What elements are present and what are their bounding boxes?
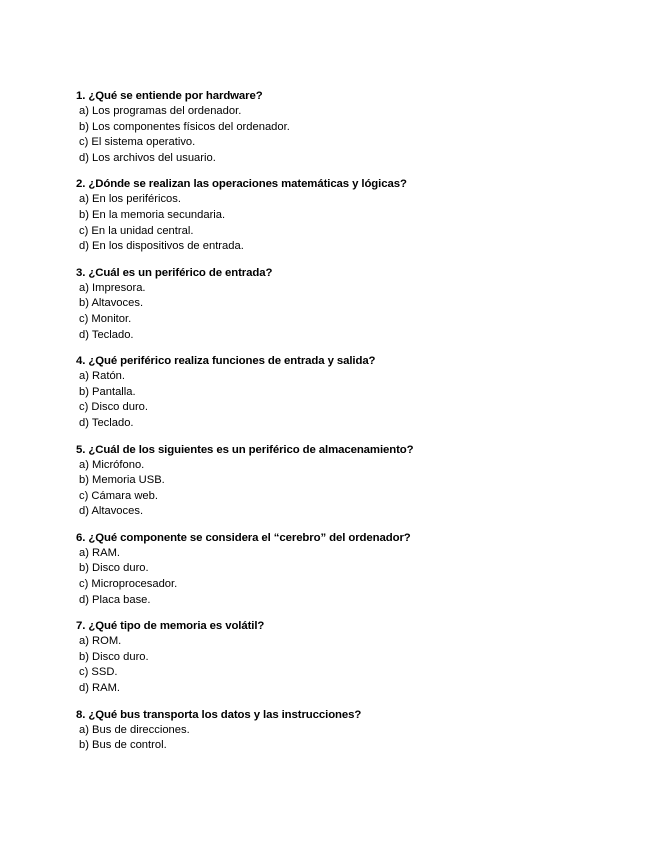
answer-option: d) En los dispositivos de entrada.	[79, 240, 244, 253]
question-title: 6. ¿Qué componente se considera el “cerebro” del ordenador?	[76, 531, 411, 544]
answer-option: d) Altavoces.	[79, 505, 144, 518]
answer-option: c) Disco duro.	[79, 401, 149, 414]
answer-option: a) En los periféricos.	[79, 193, 181, 206]
answer-option: a) Bus de direcciones.	[79, 723, 190, 736]
question-6	[76, 531, 636, 608]
answer-option: a) Micrófono.	[79, 458, 145, 471]
answer-option: b) En la memoria secundaria.	[79, 208, 226, 221]
answer-option: c) El sistema operativo.	[79, 136, 196, 149]
question-title: 2. ¿Dónde se realizan las operaciones matemáticas y lógicas?	[76, 178, 407, 191]
answer-option: b) Bus de control.	[79, 739, 167, 752]
answer-option: d) Placa base.	[79, 593, 151, 606]
question-3	[76, 266, 636, 343]
answer-option: d) Los archivos del usuario.	[79, 151, 216, 164]
answer-option: a) Los programas del ordenador.	[79, 105, 242, 117]
answer-option: b) Pantalla.	[79, 385, 136, 398]
question-7	[76, 619, 636, 696]
question-8	[76, 708, 636, 754]
answer-option: b) Disco duro.	[79, 562, 149, 575]
question-4	[76, 354, 636, 431]
answer-option: d) Teclado.	[79, 416, 134, 429]
question-title: 4. ¿Qué periférico realiza funciones de entrada y salida?	[76, 355, 376, 368]
question-1	[76, 89, 636, 166]
answer-option: a) RAM.	[79, 546, 121, 559]
question-title: 7. ¿Qué tipo de memoria es volátil?	[76, 620, 265, 633]
answer-option: c) Microprocesador.	[79, 578, 178, 591]
question-title: 5. ¿Cuál de los siguientes es un periférico de almacenamiento?	[76, 443, 414, 456]
question-title: 8. ¿Qué bus transporta los datos y las instrucciones?	[76, 708, 362, 721]
answer-option: b) Los componentes físicos del ordenador.	[79, 120, 290, 133]
answer-option: d) RAM.	[79, 682, 121, 695]
answer-option: b) Altavoces.	[79, 297, 144, 310]
answer-option: c) Cámara web.	[79, 489, 158, 502]
quiz-document	[76, 89, 636, 765]
answer-option: c) SSD.	[79, 666, 118, 679]
answer-option: c) En la unidad central.	[79, 224, 194, 237]
answer-option: c) Monitor.	[79, 312, 132, 325]
question-title: 3. ¿Cuál es un periférico de entrada?	[76, 266, 273, 279]
answer-option: a) ROM.	[79, 635, 122, 648]
answer-option: a) Impresora.	[79, 281, 146, 294]
answer-option: b) Memoria USB.	[79, 474, 165, 487]
question-2	[76, 177, 636, 254]
answer-option: a) Ratón.	[79, 370, 126, 383]
question-title: 1. ¿Qué se entiende por hardware?	[76, 90, 263, 102]
answer-option: d) Teclado.	[79, 328, 134, 341]
question-5	[76, 443, 636, 520]
answer-option: b) Disco duro.	[79, 650, 149, 663]
